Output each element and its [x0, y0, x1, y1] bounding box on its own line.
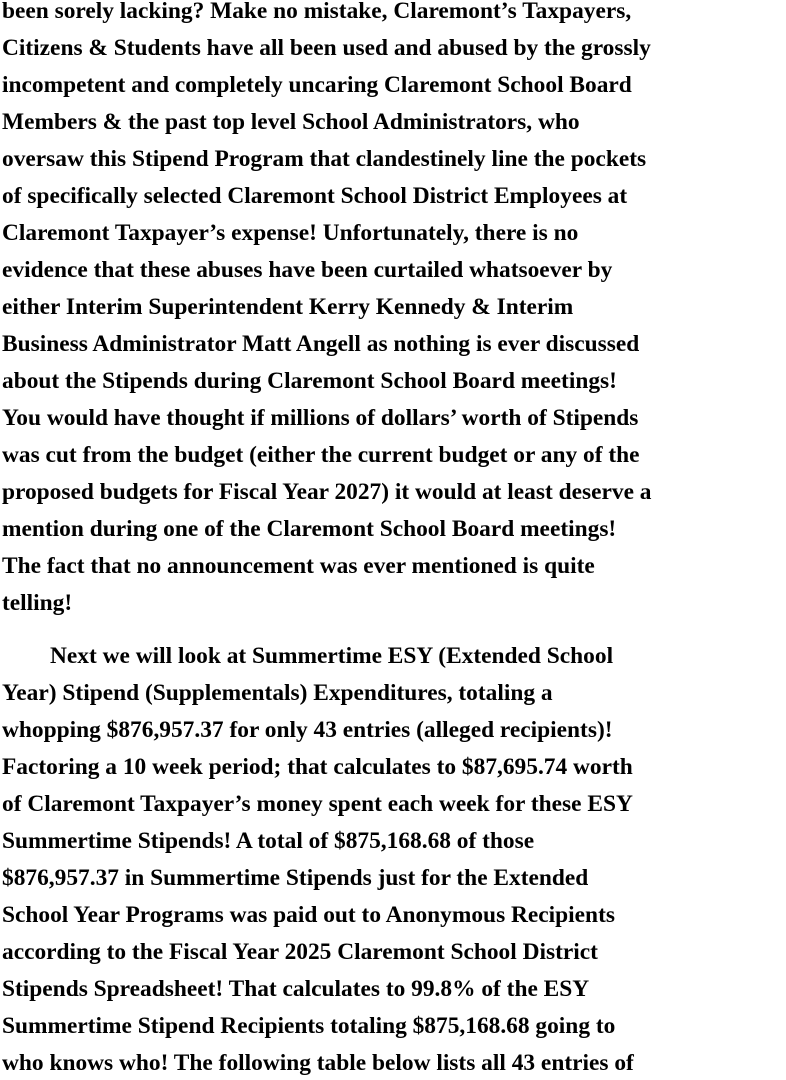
text-line: evidence that these abuses have been curtailed whatsoever by: [2, 257, 613, 283]
text-line: of specifically selected Claremont School District Employees at: [2, 183, 628, 209]
text-line: Members & the past top level School Administrators, who: [2, 109, 580, 135]
text-line: Summertime Stipend Recipients totaling $875,168.68 going to: [2, 1013, 616, 1039]
text-line: Business Administrator Matt Angell as nothing is ever discussed: [2, 331, 640, 357]
text-line: Stipends Spreadsheet! That calculates to 99.8% of the ESY: [2, 976, 590, 1002]
text-line: $876,957.37 in Summertime Stipends just for the Extended: [2, 865, 589, 891]
text-line: who knows who! The following table below lists all 43 entries of: [2, 1050, 634, 1076]
paragraph-esy-stipends: [2, 638, 786, 1080]
text-line: mention during one of the Claremont School Board meetings!: [2, 516, 617, 542]
text-line: of Claremont Taxpayer’s money spent each week for these ESY: [2, 791, 633, 817]
text-line: telling!: [2, 590, 73, 616]
text-line: either Interim Superintendent Kerry Kennedy & Interim: [2, 294, 574, 320]
text-line: Factoring a 10 week period; that calculates to $87,695.74 worth: [2, 754, 633, 780]
text-line: Claremont Taxpayer’s expense! Unfortunately, there is no: [2, 220, 579, 246]
paragraph-stipend-abuse: [2, 0, 786, 622]
text-line: been sorely lacking? Make no mistake, Claremont’s Taxpayers,: [2, 0, 632, 24]
text-line: oversaw this Stipend Program that clandestinely line the pockets: [2, 146, 647, 172]
text-line: according to the Fiscal Year 2025 Claremont School District: [2, 939, 598, 965]
text-line: about the Stipends during Claremont School Board meetings!: [2, 368, 617, 394]
text-line: Summertime Stipends! A total of $875,168.68 of those: [2, 828, 535, 854]
text-line: School Year Programs was paid out to Anonymous Recipients: [2, 902, 615, 928]
text-line: was cut from the budget (either the current budget or any of the: [2, 442, 640, 468]
text-line: whopping $876,957.37 for only 43 entries (alleged recipients)!: [2, 717, 613, 743]
text-line-indented: Next we will look at Summertime ESY (Extended School: [50, 643, 614, 669]
text-line: The fact that no announcement was ever mentioned is quite: [2, 553, 595, 579]
text-line: proposed budgets for Fiscal Year 2027) it would at least deserve a: [2, 479, 652, 505]
text-line: incompetent and completely uncaring Claremont School Board: [2, 72, 632, 98]
text-line: Citizens & Students have all been used and abused by the grossly: [2, 35, 651, 61]
text-line: You would have thought if millions of dollars’ worth of Stipends: [2, 405, 639, 431]
text-line: Year) Stipend (Supplementals) Expenditures, totaling a: [2, 680, 553, 706]
